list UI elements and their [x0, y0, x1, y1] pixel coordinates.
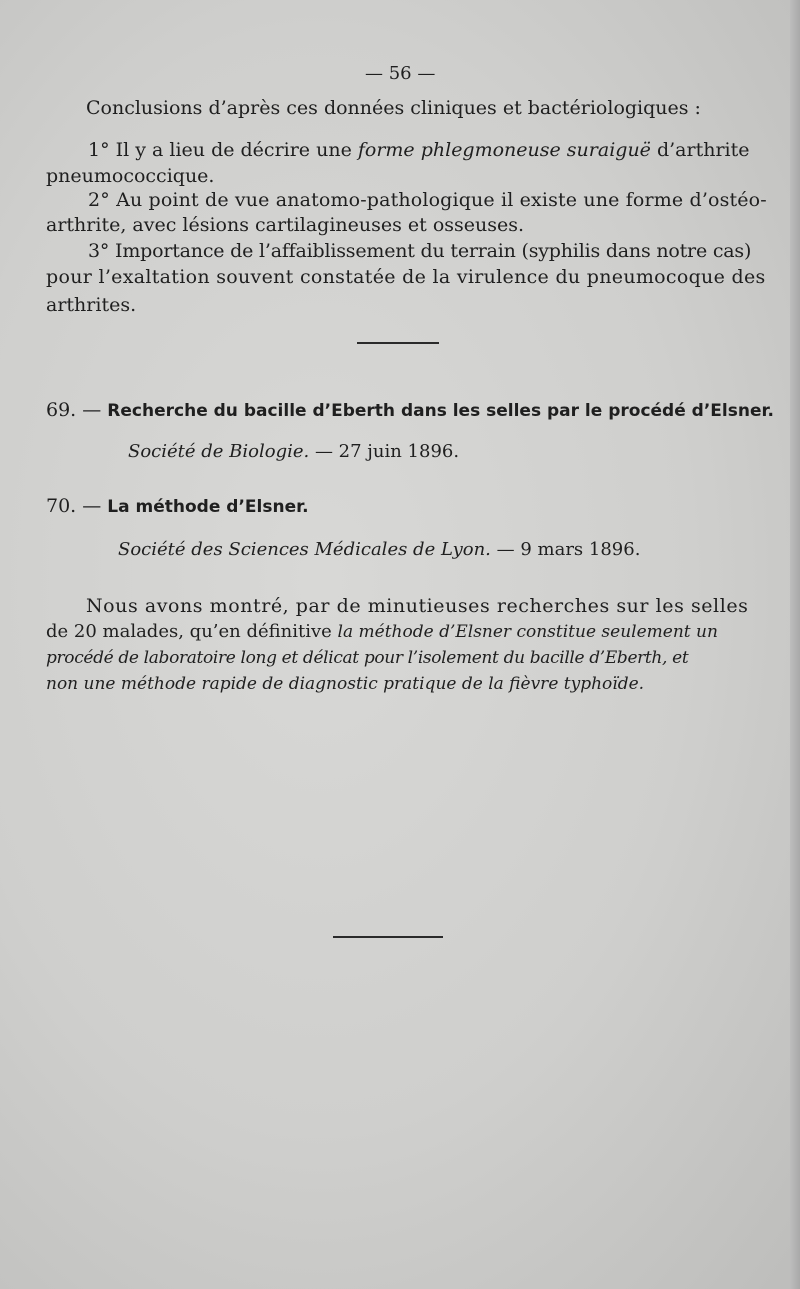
- conclusion-1-line-2: pneumococcique.: [46, 165, 215, 187]
- paragraph-line-2-pre: de 20 malades, qu’en définitive: [46, 621, 338, 642]
- entry-69-number: 69. —: [46, 399, 108, 421]
- entry-69-title: Recherche du bacille d’Eberth dans les selles par le procédé d’Elsner.: [107, 401, 774, 421]
- paragraph-line-3: procédé de laboratoire long et délicat pour l’isolement du bacille d’Eberth, et: [46, 648, 689, 668]
- conclusion-3-line-1: 3° Importance de l’affaiblissement du terrain (syphilis dans notre cas): [88, 240, 752, 262]
- paragraph-line-1: Nous avons montré, par de minutieuses recherches sur les selles: [86, 595, 749, 617]
- paragraph-line-2-italic: la méthode d’Elsner constitue seulement un: [337, 622, 718, 642]
- entry-69-source-date: — 27 juin 1896.: [309, 441, 460, 462]
- entry-70-source: [118, 538, 640, 562]
- conclusion-1-text-pre: Il y a lieu de décrire une: [109, 139, 358, 161]
- end-rule: [333, 936, 443, 938]
- conclusions-heading: Conclusions d’après ces données cliniques et bactériologiques :: [86, 97, 701, 119]
- conclusion-1-text-post: d’arthrite: [650, 139, 750, 161]
- entry-70-source-date: — 9 mars 1896.: [490, 539, 641, 560]
- paragraph-line-4: non une méthode rapide de diagnostic pratique de la fièvre typhoïde.: [46, 674, 645, 694]
- entry-70-number: 70. —: [46, 495, 108, 517]
- entry-70-source-italic: Société des Sciences Médicales de Lyon.: [118, 539, 491, 560]
- conclusion-2-line-2: arthrite, avec lésions cartilagineuses et osseuses.: [46, 214, 525, 236]
- entry-69-source-italic: Société de Biologie.: [128, 441, 310, 462]
- section-rule: [357, 342, 439, 344]
- entry-69-source: [128, 440, 459, 464]
- conclusion-3-line-2: pour l’exaltation souvent constatée de la virulence du pneumocoque des: [46, 266, 766, 288]
- page-edge: [790, 0, 800, 1289]
- entry-69-heading: [46, 398, 774, 423]
- conclusion-1-italic: forme phlegmoneuse suraiguë: [357, 139, 651, 161]
- paragraph-line-2: [46, 620, 746, 644]
- conclusion-3-line-3: arthrites.: [46, 294, 137, 316]
- conclusion-1-line-1: [88, 138, 748, 162]
- page-number: — 56 —: [365, 63, 436, 84]
- conclusion-1-number: 1°: [88, 139, 110, 161]
- conclusion-2-line-1: 2° Au point de vue anatomo-pathologique il existe une forme d’ostéo-: [88, 189, 767, 211]
- entry-70-title: La méthode d’Elsner.: [107, 497, 309, 517]
- entry-70-heading: [46, 494, 309, 519]
